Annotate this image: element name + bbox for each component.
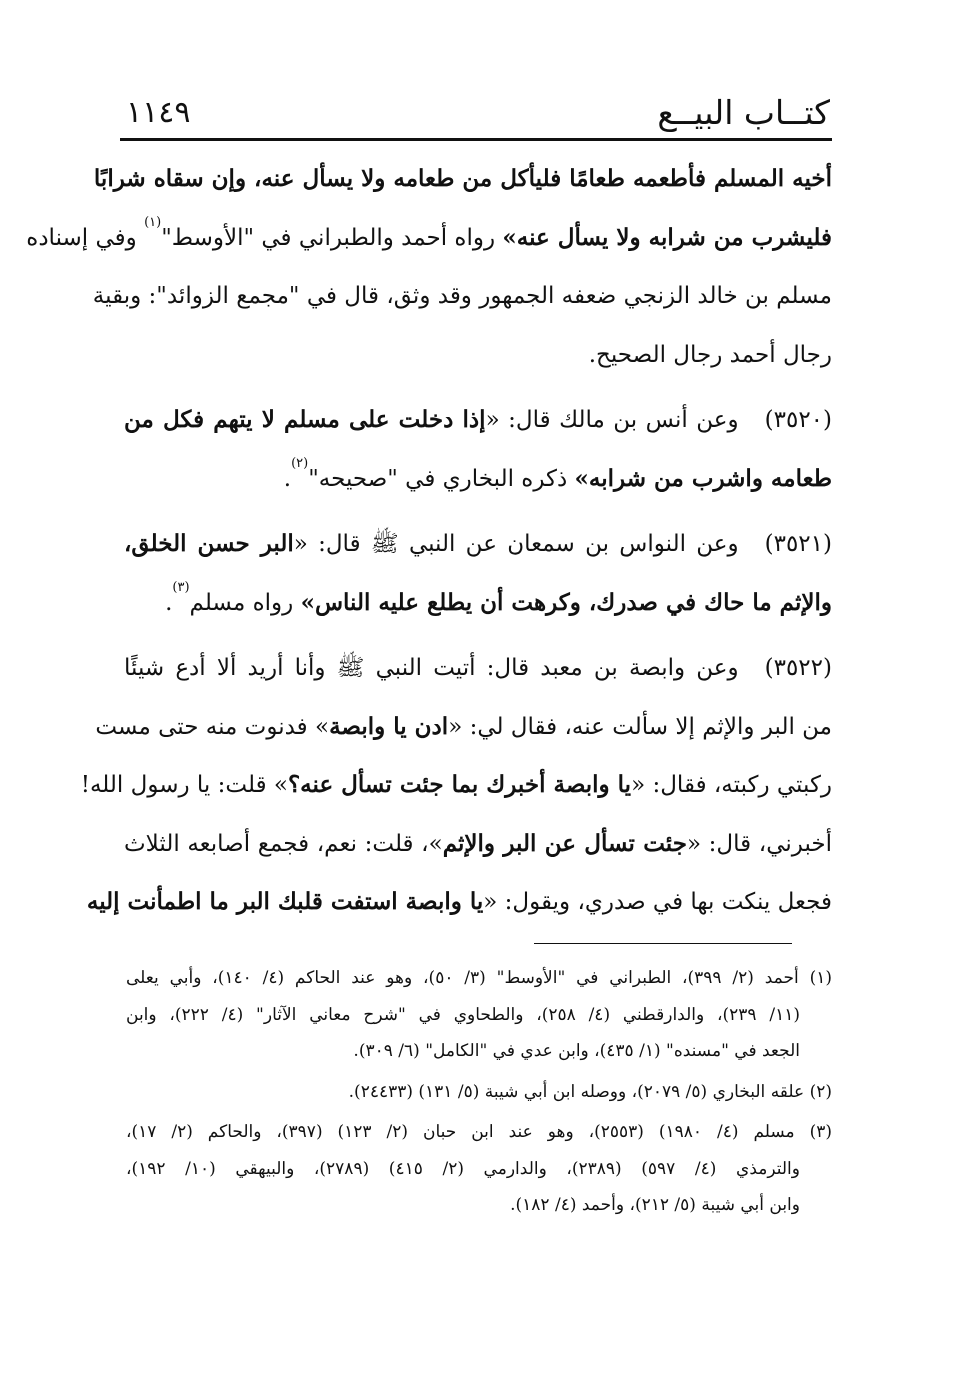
footnote-3-line: والترمذي (٤/ ٥٩٧) (٢٣٨٩)، والدارمي (٢/ ٤١٥) (٢٧٨٩)، والبيهقي (١٠/ ١٩٢)، [126,1158,800,1179]
hadith-text: يا وابصة استفت قلبك البر ما اطمأنت إليه [86,888,484,915]
text-line [26,209,832,268]
commentary-text: ذكره البخاري في "صحيحه" [308,465,575,492]
hadith-number: (٣٥٢١) [764,531,832,557]
page-number: ١١٤٩ [126,95,191,130]
hadith-text: والإثم ما حاك في صدرك، وكرهت أن يطلع عليه الناس» [300,588,832,616]
hadith-3522-line [95,698,832,757]
text-line: رجال أحمد رجال الصحيح. [588,341,832,368]
hadith-text: جئت تسأل عن البر والإثم [442,829,687,857]
narration-text: » فدنوت منه حتى مست [95,713,330,740]
page-header [122,92,830,134]
narration-text: من البر والإثم إلا سألت عنه، فقال لي: « [448,713,832,740]
hadith-number: (٣٥٢٢) [764,655,832,681]
commentary-text: رواه أحمد والطبراني في "الأوسط" [161,224,503,251]
hadith-text: ادن يا وابصة [329,712,449,740]
hadith-text: طعامه واشرب من شرابه» [574,464,832,492]
hadith-text: البر حسن الخلق، [124,530,294,557]
punctuation: . [165,589,173,616]
commentary-text: رواه مسلم [189,589,301,616]
footnote-3-line: (٣) مسلم (٤/ ١٩٨٠) (٢٥٥٣)، وهو عند ابن حبان (٢/ ١٢٣) (٣٩٧)، والحاكم (٢/ ١٧)، [126,1122,833,1142]
hadith-text: يا وابصة أخبرك بما جئت تسأل عنه؟ [287,771,632,798]
footnote-3-line: وابن أبي شيبة (٥/ ٢١٢)، وأحمد (٤/ ١٨٢). [510,1195,800,1215]
footnote-1-line: (١) أحمد (٢/ ٣٩٩)، الطبراني في "الأوسط" (٣/ ٥٠)، وهو عند الحاكم (٤/ ١٤٠)، وأبي يعلى [126,968,832,988]
hadith-3520-line [124,450,832,509]
header-rule [120,138,832,141]
footnotes [126,960,832,1224]
hadith-3522-line [124,639,832,698]
narration-text: »، قلت: نعم، فجمع أصابعه الثلاث [124,830,443,857]
footnote-2-line: (٢) علقه البخاري (٥/ ٢٠٧٩)، ووصله ابن أبي شيبة (٥/ ١٣١) (٢٤٤٣٣). [348,1081,832,1102]
narration-text: فجعل ينكت بها في صدري، ويقول: « [483,889,832,915]
footnote-ref: (١) [144,214,162,230]
hadith-3522-line [80,756,832,815]
narration-text: » قلت: يا رسول الله! [80,772,288,798]
footnote-separator [534,943,792,944]
hadith-number: (٣٥٢٠) [764,407,833,433]
narration-text: وعن النواس بن سمعان عن النبي ﷺ قال: « [293,531,739,557]
hadith-3522-line [124,815,832,874]
hadith-text: إذا دخلت على مسلم لا يتهم فكل من [124,406,486,433]
hadith-text: أخيه المسلم فأطعمه طعامًا فليأكل من طعامه ولا يسأل عنه، وإن سقاه شرابًا [93,165,832,192]
punctuation: . [283,465,292,492]
narration-text: أخبرني، قال: « [686,830,833,857]
footnote-1-line: (١١/ ٢٣٩)، والدارقطني (٤/ ٢٥٨)، والطحاوي في "شرح معاني الآثار" (٤/ ٢٢٢)، وابن [126,1004,800,1025]
hadith-3521-line [124,574,832,633]
main-text [26,150,833,932]
narration-text: وعن وابصة بن معبد قال: أتيت النبي ﷺ وأنا أريد ألا أدع شيئًا [124,655,739,681]
narration-text: وعن أنس بن مالك قال: « [485,407,739,433]
hadith-text: فليشرب من شرابه ولا يسأل عنه» [502,223,832,251]
footnote-1-line: الجعد في "مسنده" (١/ ٤٣٥)، وابن عدي في "الكامل" (٦/ ٣٠٩). [353,1041,800,1061]
running-title: كتــاب البيــع [657,93,830,132]
hadith-3522-line [86,873,832,932]
hadith-3520-line [124,391,832,450]
narration-text: ركبتي ركبته، فقال: « [631,772,832,798]
hadith-3521-line [124,515,832,574]
commentary-text: وفي إسناده [26,224,145,251]
text-line: مسلم بن خالد الزنجي ضعفه الجمهور وقد وثق، قال في "مجمع الزوائد": وبقية [92,283,832,309]
footnote-ref: (٢) [291,455,309,471]
footnote-ref: (٣) [172,579,190,595]
text-line [93,150,832,209]
